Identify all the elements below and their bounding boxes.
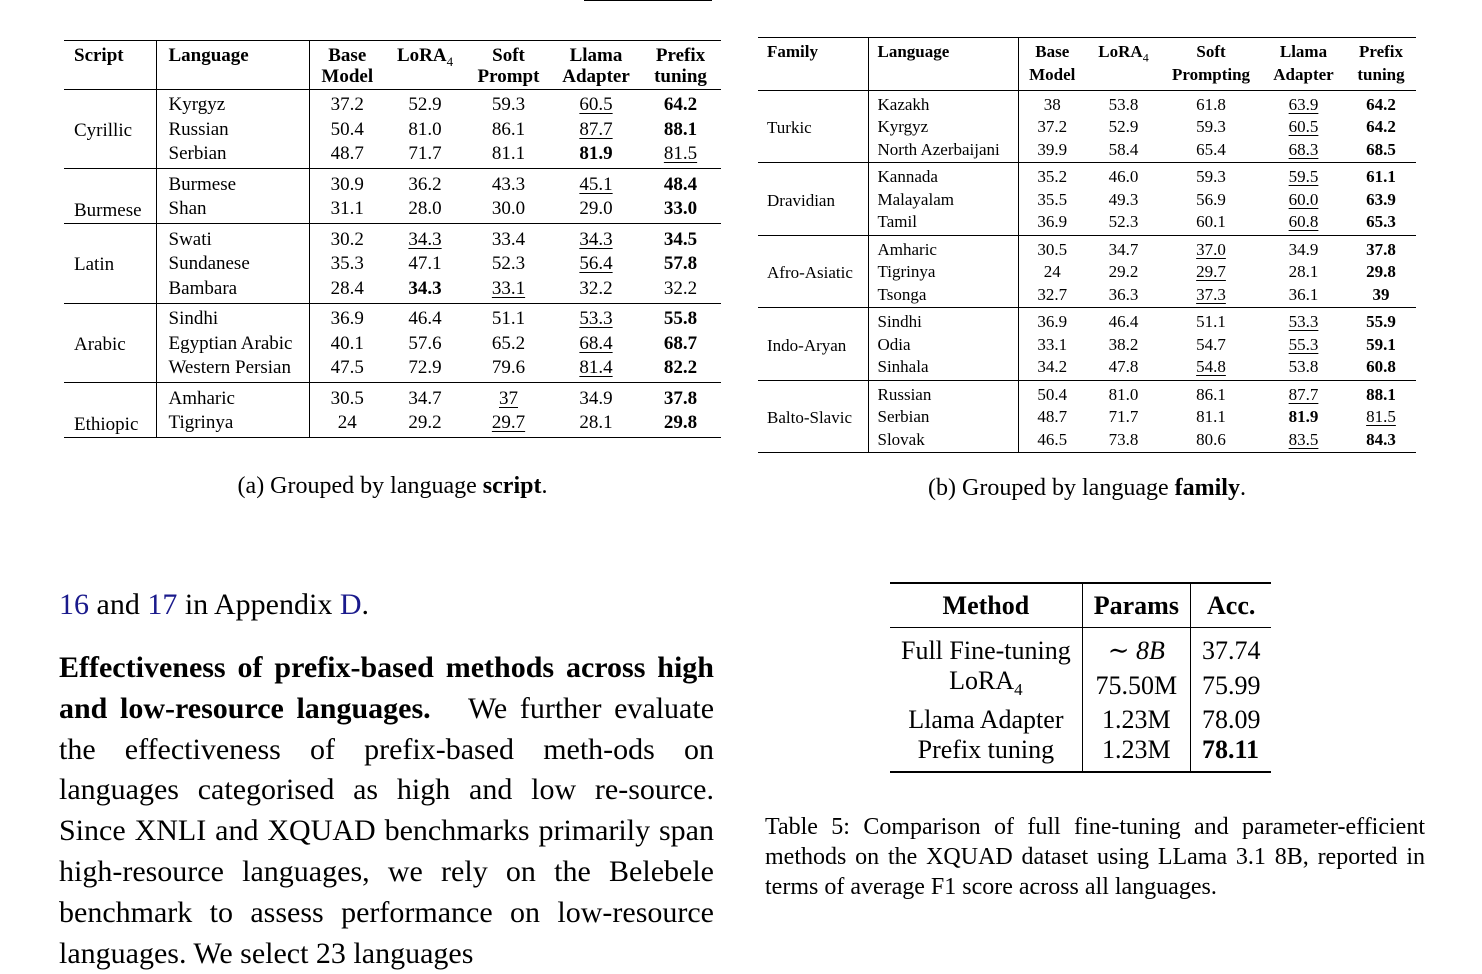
group-label: Balto-Slavic [758, 380, 868, 453]
value-cell: 33.4 [491, 228, 526, 250]
group-arabic [64, 303, 721, 383]
method-cell: LoRA$_4$ [890, 666, 1082, 705]
appendix-ref-link[interactable]: D [339, 588, 362, 621]
value-cell: 36.3 [1108, 284, 1139, 304]
value-cell: 34.3 [579, 228, 613, 250]
table-row [64, 303, 721, 331]
value-cell: 34.3 [408, 228, 442, 250]
table-row [64, 142, 721, 169]
language-cell: Bambara [156, 276, 309, 303]
value-cell: 73.8 [1108, 429, 1139, 449]
table-row [890, 705, 1271, 735]
value-cell: 29.0 [579, 198, 613, 220]
value-cell: 36.2 [408, 173, 442, 195]
table-row [64, 89, 721, 117]
value-cell: 59.3 [491, 94, 526, 116]
method-cell: Prefix tuning [890, 735, 1082, 772]
value-cell: 64.2 [663, 94, 698, 116]
value-cell: 54.7 [1196, 334, 1226, 354]
value-cell: 55.9 [1366, 312, 1396, 332]
value-cell: 57.6 [408, 332, 442, 354]
value-cell: 72.9 [408, 357, 442, 379]
value-cell: 81.1 [491, 143, 526, 165]
value-cell: 39 [1372, 284, 1390, 304]
value-cell: 52.3 [1108, 212, 1139, 232]
value-cell: 30.5 [330, 387, 364, 409]
value-cell: 68.7 [663, 332, 698, 354]
table-row [64, 252, 721, 277]
table-row [64, 411, 721, 438]
value-cell: 34.2 [1037, 357, 1068, 377]
language-cell: Swati [156, 224, 309, 252]
table-row [64, 276, 721, 303]
table-row [64, 169, 721, 197]
value-cell: 53.3 [1288, 312, 1319, 332]
value-cell: 32.7 [1037, 284, 1068, 304]
value-cell: 60.8 [1288, 212, 1319, 232]
value-cell: 36.9 [1037, 312, 1068, 332]
value-cell: 79.6 [491, 357, 526, 379]
language-cell: Russian [156, 117, 309, 142]
language-cell: Tamil [868, 210, 1018, 235]
header-lora: LoRA$_4$ [1098, 42, 1149, 65]
group-label: Latin [64, 224, 156, 304]
language-cell: Amharic [868, 235, 1018, 260]
language-cell: Slovak [868, 428, 1018, 453]
value-cell: 29.7 [491, 412, 526, 434]
value-cell: 34.3 [408, 277, 442, 299]
group-label: Cyrillic [64, 89, 156, 169]
header-params: Params [1082, 583, 1190, 628]
group-indo-aryan [758, 308, 1416, 381]
method-cell: Full Fine-tuning [890, 628, 1082, 667]
value-cell: 30.9 [330, 173, 364, 195]
value-cell: 37.8 [663, 387, 698, 409]
language-cell: Odia [868, 333, 1018, 356]
group-label: Arabic [64, 303, 156, 383]
value-cell: 60.0 [1288, 189, 1319, 209]
value-cell: 34.7 [408, 387, 442, 409]
value-cell: 68.4 [579, 332, 613, 354]
value-cell: 28.0 [408, 198, 442, 220]
value-cell: 29.2 [408, 412, 442, 434]
value-cell: 59.5 [1288, 167, 1319, 187]
group-ethiopic [64, 383, 721, 438]
language-cell: Tsonga [868, 283, 1018, 308]
value-cell: 64.2 [1366, 94, 1396, 114]
group-cyrillic [64, 89, 721, 169]
table-row [758, 163, 1416, 188]
header-lora: LoRA$_4$ [396, 45, 454, 69]
table-row [758, 235, 1416, 260]
value-cell: 81.0 [408, 118, 442, 140]
value-cell: 32.2 [579, 277, 613, 299]
value-cell: 28.1 [1288, 262, 1319, 282]
value-cell: 53.3 [579, 308, 613, 330]
value-cell: 81.9 [579, 143, 613, 165]
value-cell: 81.5 [663, 143, 698, 165]
table-row [758, 90, 1416, 115]
group-label: Afro-Asiatic [758, 235, 868, 308]
value-cell: 86.1 [1196, 384, 1226, 404]
group-turkic [758, 90, 1416, 163]
value-cell: 34.5 [663, 228, 698, 250]
language-cell: Serbian [156, 142, 309, 169]
value-cell: 43.3 [491, 173, 526, 195]
value-cell: 87.7 [579, 118, 613, 140]
value-cell: 81.9 [1288, 407, 1319, 427]
value-cell: 87.7 [1288, 384, 1319, 404]
acc-cell: 78.11 [1201, 735, 1260, 765]
table-5-caption: Table 5: Comparison of full fine-tuning and parameter-efficient methods on the XQUAD dataset using LLama 3.1 8B, reported in terms of average F1 score across all languages. [765, 814, 1425, 900]
group-label: Ethiopic [64, 383, 156, 438]
header-prefix-tuning: Prefix tuning [1357, 42, 1405, 84]
group-burmese [64, 169, 721, 224]
top-rule-fragment [584, 0, 712, 1]
language-cell: Serbian [868, 405, 1018, 428]
header-acc: Acc. [1207, 591, 1256, 620]
body-paragraph [59, 648, 714, 974]
language-cell: Kyrgyz [868, 115, 1018, 138]
value-cell: 28.4 [330, 277, 364, 299]
table-row [890, 735, 1271, 772]
value-cell: 40.1 [330, 332, 364, 354]
value-cell: 56.9 [1196, 189, 1226, 209]
value-cell: 29.7 [1196, 262, 1226, 282]
table-row [758, 308, 1416, 333]
value-cell: 47.5 [330, 357, 364, 379]
value-cell: 35.3 [330, 253, 364, 275]
language-cell: Burmese [156, 169, 309, 197]
language-cell: North Azerbaijani [868, 138, 1018, 163]
group-label: Indo-Aryan [758, 308, 868, 381]
table-row [64, 224, 721, 252]
params-cell: 75.50M [1082, 666, 1190, 705]
language-cell: Malayalam [868, 188, 1018, 211]
value-cell: 33.1 [491, 277, 526, 299]
group-dravidian [758, 163, 1416, 236]
value-cell: 83.5 [1288, 429, 1319, 449]
value-cell: 56.4 [579, 253, 613, 275]
language-cell: Shan [156, 197, 309, 224]
value-cell: 54.8 [1196, 357, 1226, 377]
value-cell: 59.3 [1196, 117, 1226, 137]
group-afro-asiatic [758, 235, 1416, 308]
value-cell: 52.9 [408, 94, 442, 116]
language-cell: Sindhi [156, 303, 309, 331]
language-cell: Kyrgyz [156, 89, 309, 117]
value-cell: 53.8 [1288, 357, 1319, 377]
value-cell: 24 [337, 412, 357, 434]
value-cell: 63.9 [1288, 94, 1319, 114]
value-cell: 39.9 [1037, 139, 1068, 159]
value-cell: 53.8 [1108, 94, 1139, 114]
value-cell: 58.4 [1108, 139, 1139, 159]
language-cell: Kannada [868, 163, 1018, 188]
value-cell: 37.8 [1366, 239, 1396, 259]
value-cell: 36.9 [330, 308, 364, 330]
header-script: Script [64, 41, 156, 90]
caption-a: (a) Grouped by language script. [237, 473, 548, 499]
value-cell: 63.9 [1366, 189, 1396, 209]
language-cell: Egyptian Arabic [156, 331, 309, 356]
value-cell: 51.1 [1196, 312, 1226, 332]
header-method: Method [890, 583, 1082, 628]
value-cell: 71.7 [1108, 407, 1139, 427]
value-cell: 48.7 [330, 143, 364, 165]
value-cell: 32.2 [663, 277, 698, 299]
language-cell: Russian [868, 380, 1018, 405]
group-balto-slavic [758, 380, 1416, 453]
language-cell: Western Persian [156, 356, 309, 383]
group-latin [64, 224, 721, 304]
value-cell: 46.0 [1108, 167, 1139, 187]
value-cell: 38.2 [1108, 334, 1139, 354]
value-cell: 65.2 [491, 332, 526, 354]
value-cell: 51.1 [491, 308, 526, 330]
value-cell: 48.4 [663, 173, 698, 195]
value-cell: 81.4 [579, 357, 613, 379]
value-cell: 52.9 [1108, 117, 1139, 137]
table-ref-link[interactable]: 17 [147, 588, 178, 621]
value-cell: 36.1 [1288, 284, 1319, 304]
value-cell: 46.5 [1037, 429, 1068, 449]
value-cell: 29.2 [1108, 262, 1139, 282]
header-prefix-tuning: Prefix tuning [654, 45, 707, 88]
value-cell: 47.1 [408, 253, 442, 275]
value-cell: 55.3 [1288, 334, 1319, 354]
value-cell: 60.8 [1366, 357, 1396, 377]
group-label: Turkic [758, 90, 868, 163]
method-cell: Llama Adapter [890, 705, 1082, 735]
language-cell: Sindhi [868, 308, 1018, 333]
header-base-model: Base Model [321, 45, 374, 88]
value-cell: 80.6 [1196, 429, 1226, 449]
value-cell: 35.5 [1037, 189, 1068, 209]
appendix-reference-line: 16 and 17 in Appendix D. [59, 588, 369, 621]
value-cell: 65.3 [1366, 212, 1396, 232]
paragraph-heading: Effectiveness of prefix-based methods across high and low-resource languages. [59, 651, 714, 725]
value-cell: 37.3 [1196, 284, 1226, 304]
header-language: Language [156, 41, 309, 90]
table-grouped-by-script [64, 40, 721, 438]
acc-cell: 37.74 [1201, 636, 1261, 665]
value-cell: 81.5 [1366, 407, 1396, 427]
value-cell: 59.3 [1196, 167, 1226, 187]
acc-cell: 78.09 [1201, 705, 1261, 735]
value-cell: 50.4 [1037, 384, 1068, 404]
value-cell: 24 [1043, 262, 1061, 282]
table-row [890, 666, 1271, 705]
value-cell: 65.4 [1196, 139, 1226, 159]
table-row [64, 197, 721, 224]
language-cell: Amharic [156, 383, 309, 411]
value-cell: 37.2 [330, 94, 364, 116]
header-llama-adapter: Llama Adapter [1273, 42, 1334, 84]
value-cell: 37.2 [1037, 117, 1068, 137]
value-cell: 71.7 [408, 143, 442, 165]
params-cell: ∼ 8B [1082, 628, 1190, 667]
language-cell: Sinhala [868, 355, 1018, 380]
value-cell: 52.3 [491, 253, 526, 275]
value-cell: 34.9 [579, 387, 613, 409]
caption-b: (b) Grouped by language family. [928, 475, 1246, 501]
value-cell: 37.0 [1196, 239, 1226, 259]
value-cell: 55.8 [663, 308, 698, 330]
table-row [64, 331, 721, 356]
value-cell: 59.1 [1366, 334, 1396, 354]
value-cell: 60.5 [579, 94, 613, 116]
value-cell: 29.8 [663, 412, 698, 434]
value-cell: 60.1 [1196, 212, 1226, 232]
value-cell: 68.3 [1288, 139, 1319, 159]
value-cell: 82.2 [663, 357, 698, 379]
params-cell: 1.23M [1082, 705, 1190, 735]
table-row [64, 117, 721, 142]
value-cell: 46.4 [1108, 312, 1139, 332]
value-cell: 34.7 [1108, 239, 1139, 259]
value-cell: 68.5 [1366, 139, 1396, 159]
header-language: Language [868, 38, 1018, 91]
value-cell: 31.1 [330, 198, 364, 220]
header-base-model: Base Model [1029, 42, 1076, 84]
value-cell: 45.1 [579, 173, 613, 195]
group-label: Burmese [64, 169, 156, 224]
value-cell: 50.4 [330, 118, 364, 140]
table-row [64, 356, 721, 383]
table-grouped-by-family [758, 37, 1416, 453]
value-cell: 81.0 [1108, 384, 1139, 404]
header-soft-prompt: Soft Prompt [477, 45, 540, 88]
value-cell: 60.5 [1288, 117, 1319, 137]
value-cell: 28.1 [579, 412, 613, 434]
value-cell: 33.1 [1037, 334, 1068, 354]
value-cell: 34.9 [1288, 239, 1319, 259]
header-llama-adapter: Llama Adapter [562, 45, 630, 88]
value-cell: 29.8 [1366, 262, 1396, 282]
header-family: Family [758, 38, 868, 91]
value-cell: 35.2 [1037, 167, 1068, 187]
value-cell: 46.4 [408, 308, 442, 330]
value-cell: 64.2 [1366, 117, 1396, 137]
value-cell: 37 [499, 387, 518, 409]
value-cell: 57.8 [663, 253, 698, 275]
value-cell: 84.3 [1366, 429, 1396, 449]
paragraph-text: We further evaluate the effectiveness of prefix-based meth-ods on languages categorised as high and low re-source. Since XNLI and XQUAD benchmarks primarily span high-resource languages, we rely on the Belebele benchmark to assess performance on low-resource languages. We select 23 languages [59, 691, 715, 970]
value-cell: 30.0 [491, 198, 526, 220]
table-ref-link[interactable]: 16 [59, 588, 89, 621]
value-cell: 30.2 [330, 228, 364, 250]
group-label: Dravidian [758, 163, 868, 236]
value-cell: 48.7 [1037, 407, 1068, 427]
header-soft-prompting: Soft Prompting [1171, 42, 1251, 84]
value-cell: 61.1 [1366, 167, 1396, 187]
value-cell: 86.1 [491, 118, 526, 140]
language-cell: Tigrinya [156, 411, 309, 438]
value-cell: 30.5 [1037, 239, 1068, 259]
value-cell: 47.8 [1108, 357, 1139, 377]
table-5 [890, 582, 1271, 773]
table-row [890, 628, 1271, 667]
table-row [758, 380, 1416, 405]
language-cell: Tigrinya [868, 260, 1018, 283]
value-cell: 36.9 [1037, 212, 1068, 232]
language-cell: Kazakh [868, 90, 1018, 115]
acc-cell: 75.99 [1201, 670, 1261, 700]
value-cell: 33.0 [663, 198, 698, 220]
value-cell: 49.3 [1108, 189, 1139, 209]
value-cell: 38 [1043, 94, 1061, 114]
table-row [64, 383, 721, 411]
value-cell: 81.1 [1196, 407, 1226, 427]
value-cell: 61.8 [1196, 94, 1226, 114]
language-cell: Sundanese [156, 252, 309, 277]
params-cell: 1.23M [1082, 735, 1190, 772]
value-cell: 88.1 [663, 118, 698, 140]
value-cell: 88.1 [1366, 384, 1396, 404]
